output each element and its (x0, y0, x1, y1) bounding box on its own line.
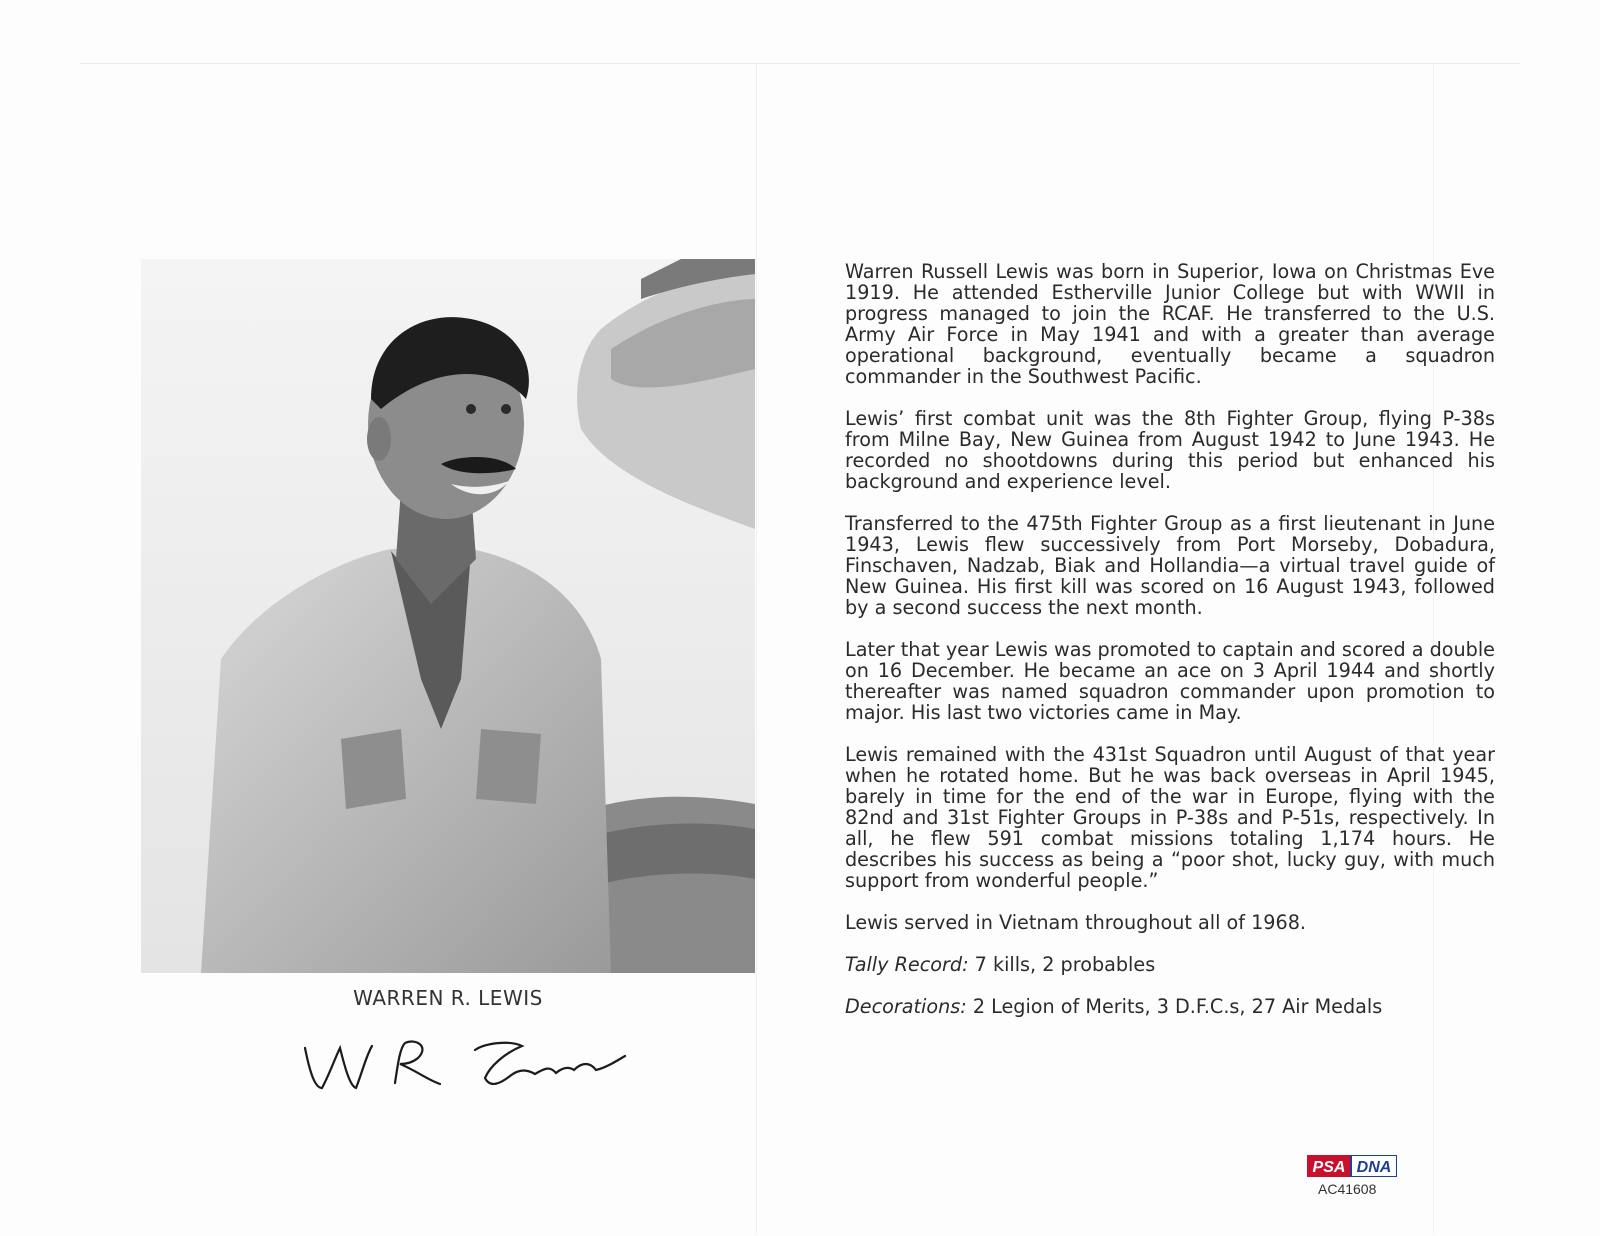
bio-paragraph-2: Lewis’ first combat unit was the 8th Fighter Group, flying P-38s from Milne Bay, New Guinea from August 1942 to June 1943. He recorded no shootdowns during this period but enhanced his background and experience level. (845, 407, 1495, 493)
photo-caption: WARREN R. LEWIS (353, 986, 543, 1010)
bio-paragraph-4: Later that year Lewis was promoted to captain and scored a double on 16 December. He became an ace on 3 April 1944 and shortly thereafter was named squadron commander upon promotion to major. His last two victories came in May. (845, 638, 1495, 724)
bio-paragraph-5: Lewis remained with the 431st Squadron until August of that year when he rotated home. But he was back overseas in April 1945, barely in time for the end of the war in Europe, flying with the 82nd and 31st Fighter Groups in P-38s and P-51s, respectively. In all, he flew 591 combat missions totaling 1,174 hours. He describes his success as being a “poor shot, lucky guy, with much support from wonderful people.” (845, 743, 1495, 892)
psa-dna-logo (1307, 1155, 1397, 1177)
certificate-number: AC41608 (1318, 1181, 1377, 1197)
tally-record (845, 954, 1495, 975)
psa-logo-text: PSA (1312, 1159, 1346, 1176)
portrait-photo (141, 259, 755, 973)
dna-logo-text: DNA (1356, 1159, 1392, 1176)
tally-value: 7 kills, 2 probables (968, 953, 1156, 976)
tally-label: Tally Record: (845, 953, 969, 976)
decorations-value: 2 Legion of Merits, 3 D.F.C.s, 27 Air Medals (966, 995, 1383, 1018)
biography (845, 261, 1495, 1038)
bio-paragraph-6: Lewis served in Vietnam throughout all of 1968. (845, 911, 1307, 934)
page-fold (756, 64, 757, 1234)
decorations (845, 996, 1495, 1017)
top-rule (80, 63, 1520, 64)
bio-paragraph-1: Warren Russell Lewis was born in Superior, Iowa on Christmas Eve 1919. He attended Estherville Junior College but with WWII in progress managed to join the RCAF. He transferred to the U.S. Army Air Force in May 1941 and with a greater than average operational background, eventually became a squadron commander in the Southwest Pacific. (845, 260, 1495, 388)
portrait-illustration (141, 259, 755, 973)
decorations-label: Decorations: (845, 995, 967, 1018)
bio-paragraph-3: Transferred to the 475th Fighter Group as a first lieutenant in June 1943, Lewis flew successively from Port Morseby, Dobadura, Finschaven, Nadzab, Biak and Hollandia—a virtual travel guide of New Guinea. His first kill was scored on 16 August 1943, followed by a second success the next month. (845, 512, 1495, 619)
signature (300, 1018, 630, 1098)
